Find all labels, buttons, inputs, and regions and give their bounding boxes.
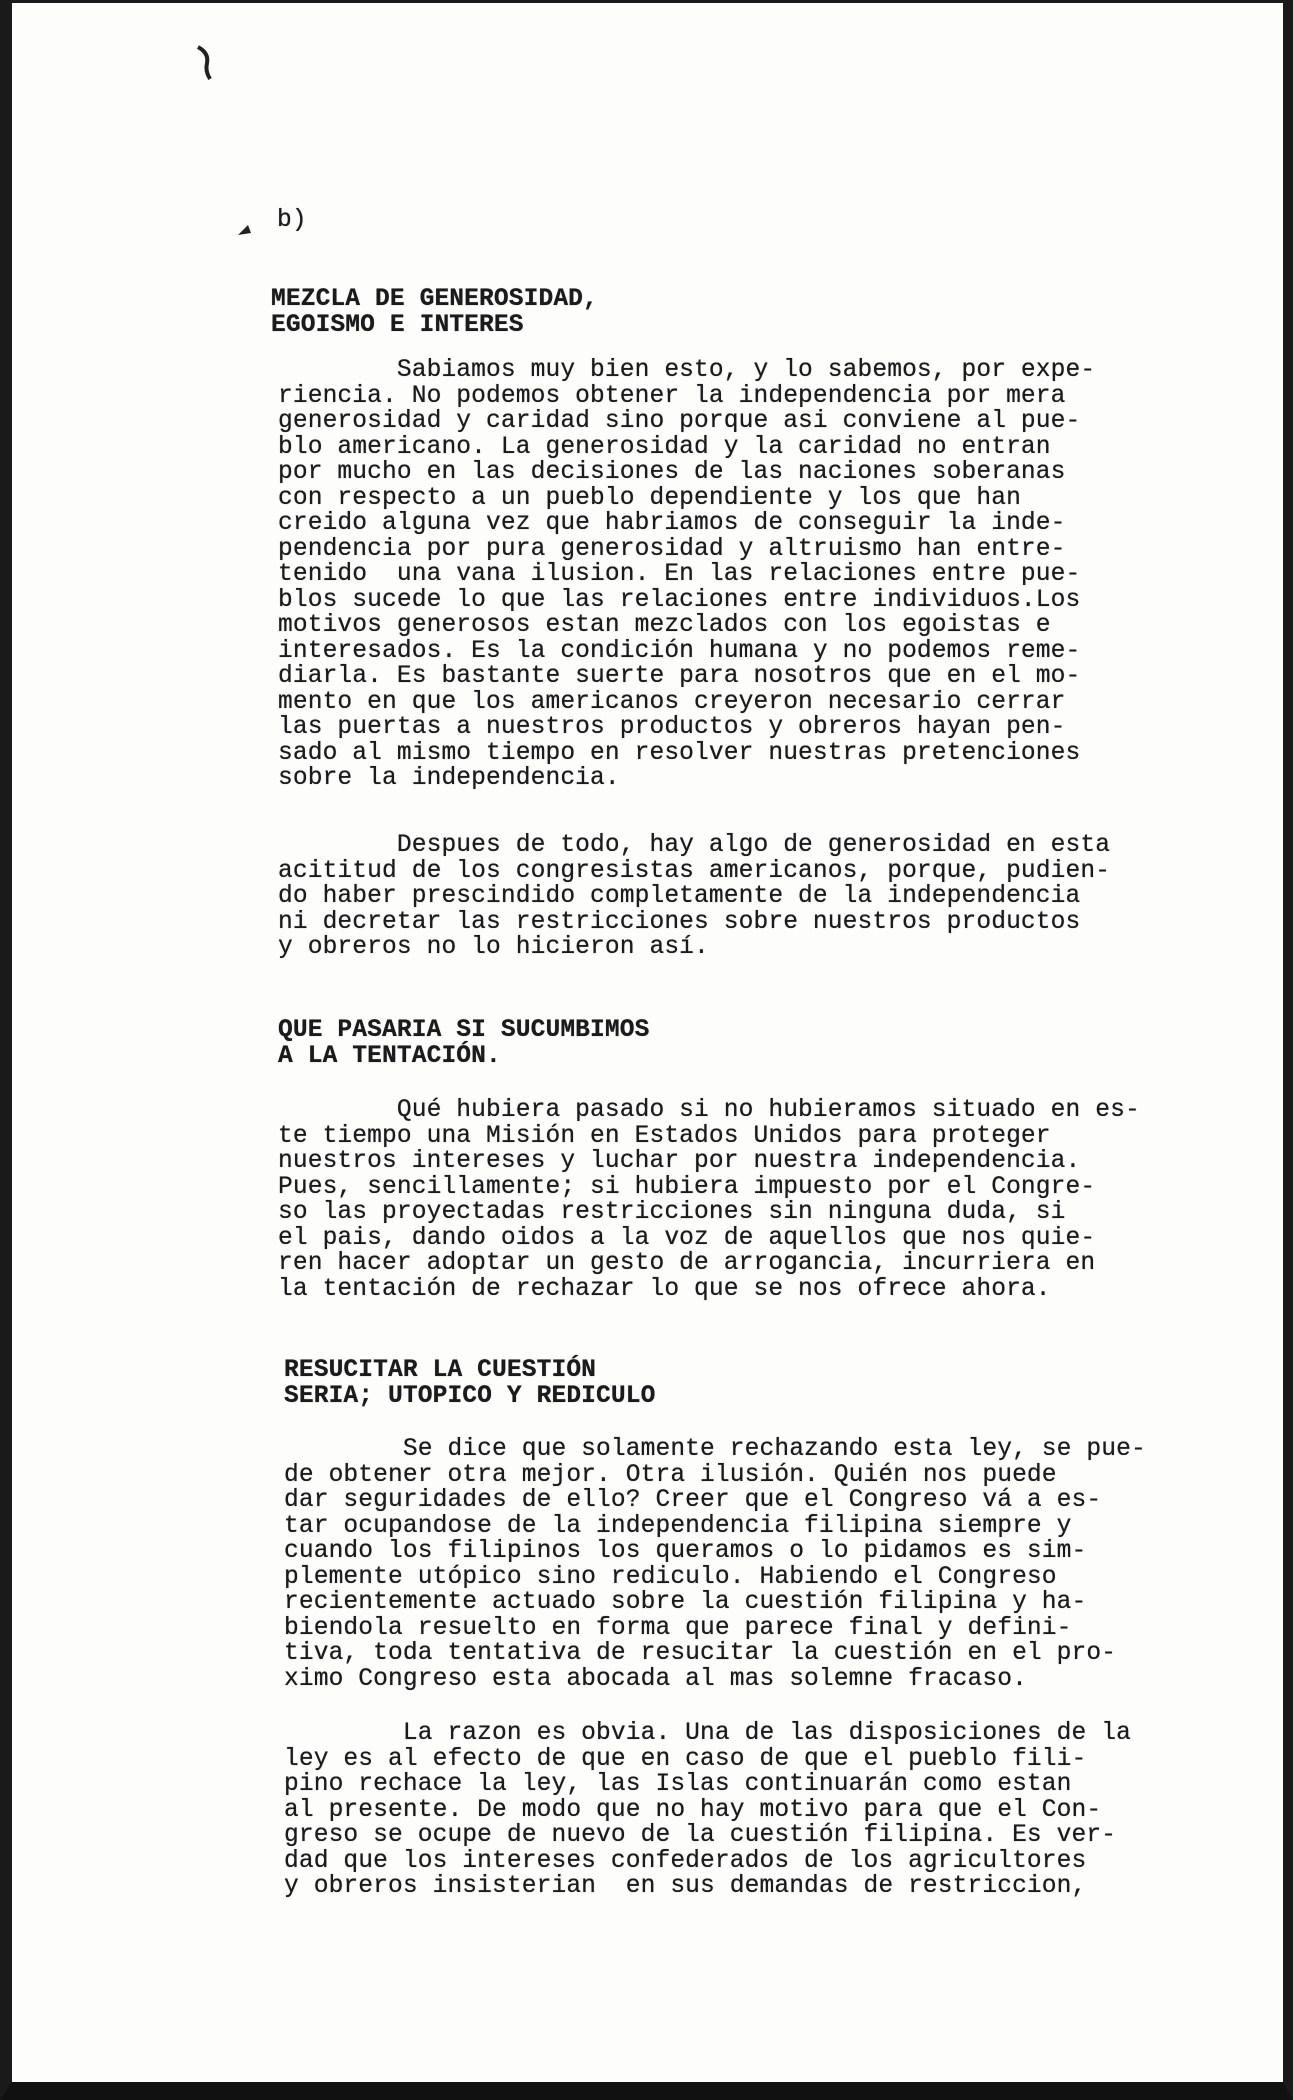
ink-smudge	[236, 219, 256, 239]
section-heading: QUE PASARIA SI SUCUMBIMOS A LA TENTACIÓN.	[278, 1017, 650, 1070]
paragraph: Se dice que solamente rechazando esta ley, se pue- de obtener otra mejor. Otra ilusión. Quién nos puede dar seguridades de ello? Creer que el Congreso vá a es- tar ocupandose de la independencia filipina siempre y cuando los filipinos los queramos o lo pidamos es sim- plemente utópico sino rediculo. Habiendo el Congreso recientemente actuado sobre la cuestión filipina y ha- biendola resuelto en forma que parece final y defini- tiva, toda tentativa de resucitar la cuestión en el pro- ximo Congreso esta abocada al mas solemne fracaso.	[284, 1436, 1146, 1693]
section-heading: MEZCLA DE GENEROSIDAD, EGOISMO E INTERES	[271, 286, 598, 339]
section-heading: RESUCITAR LA CUESTIÓN SERIA; UTOPICO Y REDICULO	[284, 1357, 656, 1410]
paragraph: La razon es obvia. Una de las disposiciones de la ley es al efecto de que en caso de que el pueblo fili- pino rechace la ley, las Islas continuarán como estan al presente. De modo que no hay motivo para que el Con- greso se ocupe de nuevo de la cuestión filipina. Es ver- dad que los intereses confederados de los agricultores y obreros insisterian en sus demandas de restriccion,	[284, 1720, 1131, 1900]
hole-punch-mark	[195, 43, 215, 83]
paragraph: Qué hubiera pasado si no hubieramos situado en es- te tiempo una Misión en Estados Unidos para proteger nuestros intereses y luchar por nuestra independencia. Pues, sencillamente; si hubiera impuesto por el Congre- so las proyectadas restricciones sin ninguna duda, si el pais, dando oidos a la voz de aquellos que nos quie- ren hacer adoptar un gesto de arrogancia, incurriera en la tentación de rechazar lo que se nos ofrece ahora.	[278, 1097, 1140, 1303]
document-page	[12, 3, 1283, 2082]
page-marker: b)	[277, 207, 307, 234]
paragraph: Sabiamos muy bien esto, y lo sabemos, por expe- riencia. No podemos obtener la independencia por mera generosidad y caridad sino porque asi conviene al pue- blo americano. La generosidad y la caridad no entran por mucho en las decisiones de las naciones soberanas con respecto a un pueblo dependiente y los que han creido alguna vez que habriamos de conseguir la inde- pendencia por pura generosidad y altruismo han entre- tenido una vana ilusion. En las relaciones entre pue- blos sucede lo que las relaciones entre individuos.Los motivos generosos estan mezclados con los egoistas e interesados. Es la condición humana y no podemos reme- diarla. Es bastante suerte para nosotros que en el mo- mento en que los americanos creyeron necesario cerrar las puertas a nuestros productos y obreros hayan pen- sado al mismo tiempo en resolver nuestras pretenciones sobre la independencia.	[278, 357, 1096, 792]
paragraph: Despues de todo, hay algo de generosidad en esta acititud de los congresistas americanos, porque, pudien- do haber prescindido completamente de la independencia ni decretar las restricciones sobre nuestros productos y obreros no lo hicieron así.	[278, 832, 1111, 961]
